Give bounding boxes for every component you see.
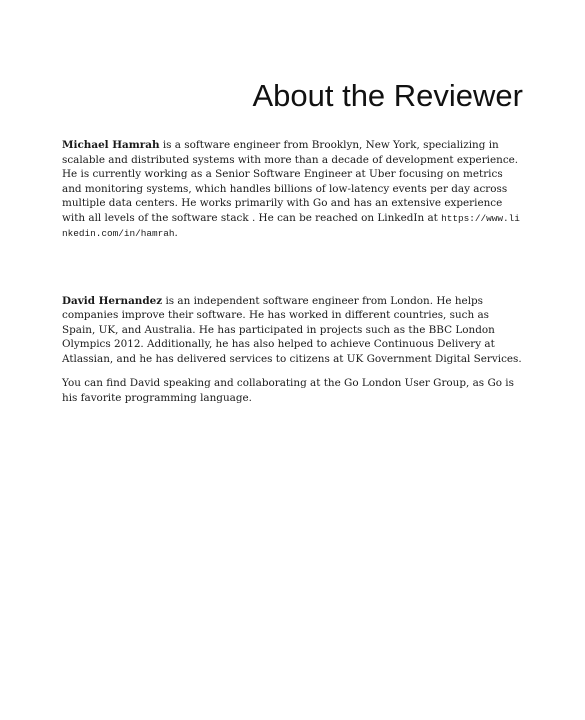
reviewer-bio-text: is an independent software engineer from London. He helps companies improve their software. He has worked in different countries, such as Spain, UK, and Australia. He has participated in projects such as the BBC London Olympics 2012. Additionally, he has also helped to achieve Continuous Delivery at Atlassian, and he has delivered services to citizens at UK Government Digital Services.: [62, 294, 522, 365]
page-title: About the Reviewer: [252, 78, 523, 113]
reviewer-bio-michael: [62, 138, 524, 242]
reviewer-name: David Hernandez: [62, 294, 163, 307]
reviewer-bio-text: is a software engineer from Brooklyn, New York, specializing in scalable and distributed systems with more than a decade of development experience. He is currently working as a Senior Software Engineer at Uber focusing on metrics and monitoring systems, which handles billions of low-latency events per day across multiple data centers. He works primarily with Go and has an extensive experience with all levels of the software stack . He can be reached on LinkedIn at: [62, 139, 519, 224]
reviewer-bio-david: [62, 294, 524, 367]
linkedin-url: https://www.linkedin.com/in/hamrah: [62, 212, 520, 239]
reviewer-bio-end: .: [174, 227, 178, 239]
reviewer-section: [62, 138, 524, 405]
reviewer-bio-david-extra: You can find David speaking and collaborating at the Go London User Group, as Go is his favorite programming language.: [62, 377, 514, 404]
reviewer-name: Michael Hamrah: [62, 139, 160, 151]
